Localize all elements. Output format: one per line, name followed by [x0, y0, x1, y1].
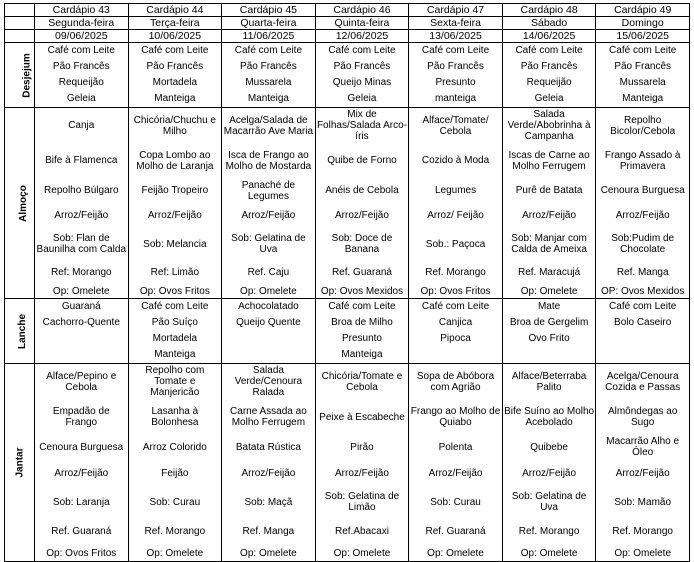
jantar-label-text: Jantar	[14, 447, 26, 478]
almoco-item: Op: Omelete	[502, 284, 596, 299]
almoco-item: Sob: Doce de Banana	[315, 228, 409, 260]
jantar-item: Op: Omelete	[222, 545, 316, 562]
almoco-item: Chicória/Chuchu e Milho	[128, 108, 222, 144]
jantar-item: Sob: Gelatina de Uva	[502, 487, 596, 517]
header-corner	[5, 4, 35, 17]
jantar-item: Sob: Mamão	[596, 487, 690, 517]
jantar-item: Arroz Colorido	[128, 435, 222, 459]
desjejum-cell: Café com Leite Pão Francês Requeijão Geleia	[35, 43, 129, 108]
lanche-cell: Achocolatado Queijo Quente	[222, 299, 316, 364]
jantar-item: Arroz/Feijão	[222, 459, 316, 487]
jantar-item: Polenta	[409, 435, 503, 459]
day-row-cell: Quarta-feira	[222, 17, 316, 30]
almoco-item: Feijão Tropeiro	[128, 178, 222, 203]
almoco-item: Op: Ovos Fritos	[409, 284, 503, 299]
almoco-item: Arroz/Feijão	[35, 203, 129, 228]
date-row-cell: 14/06/2025	[502, 30, 596, 43]
jantar-item: Alface/Pepino e Cebola	[35, 364, 129, 400]
almoco-item: Alface/Tomate/ Cebola	[409, 108, 503, 144]
jantar-item: Frango ao Molho de Quiabo	[409, 399, 503, 435]
date-row-cell: 10/06/2025	[128, 30, 222, 43]
jantar-item: Arroz/Feijão	[35, 459, 129, 487]
almoco-item: Arroz/Feijão	[596, 203, 690, 228]
almoco-item: Mix de Folhas/Salada Arco-íris	[316, 109, 407, 142]
almoco-item: Arroz/Feijão	[128, 203, 222, 228]
jantar-item: Op: Omelete	[128, 545, 222, 562]
almoco-item: Arroz/Feijão	[315, 203, 409, 228]
almoco-label-text: Almoço	[17, 184, 29, 222]
jantar-item: Sob: Curau	[128, 487, 222, 517]
jantar-item: Feijão	[128, 459, 222, 487]
jantar-item: Arroz/Feijão	[409, 459, 503, 487]
jantar-row	[5, 399, 690, 435]
cardapio-row-cell: Cardápio 45	[222, 4, 316, 17]
jantar-row	[5, 487, 690, 517]
date-row-cell: 13/06/2025	[409, 30, 503, 43]
cardapio-row-cell: Cardápio 49	[596, 4, 690, 17]
lanche-cell: Mate Broa de Gergelim Ovo Frito	[502, 299, 596, 364]
lanche-cell: Café com Leite Broa de Milho Presunto Manteiga	[315, 299, 409, 364]
jantar-item: Op: Omelete	[409, 545, 503, 562]
almoco-item: Arroz/ Feijão	[409, 203, 503, 228]
jantar-item: Bife Suíno ao Molho Acebolado	[502, 399, 596, 435]
desjejum-label	[5, 43, 35, 108]
jantar-item: Acelga/Cenoura Cozida e Passas	[596, 364, 690, 400]
jantar-item: Ref. Guaraná	[35, 517, 129, 545]
almoco-item: Arroz/Feijão	[502, 203, 596, 228]
almoco-item: Ref: Morango	[35, 260, 129, 284]
desjejum-cell: Café com Leite Pão Francês Queijo Minas Geleia	[315, 43, 409, 108]
almoco-item: Sob.: Paçoca	[409, 228, 503, 260]
day-row-cell: Sábado	[502, 17, 596, 30]
jantar-item: Ref. Morango	[128, 517, 222, 545]
jantar-item: Batata Rústica	[222, 435, 316, 459]
jantar-row	[5, 364, 690, 400]
jantar-item: Repolho com Tomate e Manjericão	[128, 364, 222, 400]
almoco-row	[5, 260, 690, 284]
jantar-item: Macarrão Alho e Óleo	[596, 435, 690, 459]
almoco-item: Sob: Manjar com Calda de Ameixa	[502, 228, 596, 260]
jantar-item: Op: Omelete	[315, 545, 409, 562]
almoco-row	[5, 284, 690, 299]
almoco-item: Ref. Caju	[222, 260, 316, 284]
cardapio-row-cell: Cardápio 48	[502, 4, 596, 17]
almoco-item: Iscas de Carne ao Molho Ferrugem	[502, 143, 596, 178]
day-row-cell: Domingo	[596, 17, 690, 30]
almoco-item: Frango Assado à Primavera	[596, 143, 690, 178]
day-row-cell: Segunda-feira	[35, 17, 129, 30]
lanche-cell: Café com Leite Bolo Caseiro	[596, 299, 690, 364]
jantar-item: Op: Omelete	[596, 545, 690, 562]
jantar-item: Ref. Manga	[222, 517, 316, 545]
almoco-item: Purê de Batata	[502, 178, 596, 203]
cardapio-row-cell: Cardápio 47	[409, 4, 503, 17]
desjejum-cell: Café com Leite Pão Francês Mussarela Manteiga	[596, 43, 690, 108]
almoco-row	[5, 143, 690, 178]
almoco-row	[5, 178, 690, 203]
almoco-item: Cenoura Burguesa	[596, 178, 690, 203]
jantar-item: Alface/Beterraba Palito	[502, 364, 596, 400]
jantar-item: Op: Ovos Fritos	[35, 545, 129, 562]
jantar-item: Arroz/Feijão	[502, 459, 596, 487]
almoco-item: Op: Omelete	[222, 284, 316, 299]
almoco-item: Anéis de Cebola	[315, 178, 409, 203]
almoco-item: Op: Omelete	[35, 284, 129, 299]
jantar-item: Arroz/Feijão	[596, 459, 690, 487]
header-corner	[5, 30, 35, 43]
almoco-item: Canja	[35, 108, 129, 144]
almoco-item: Arroz/Feijão	[222, 203, 316, 228]
jantar-item: Sob: Curau	[409, 487, 503, 517]
jantar-item: Sob: Maçã	[222, 487, 316, 517]
jantar-item: Ref. Guaraná	[409, 517, 503, 545]
almoco-item: Repolho Búlgaro	[35, 178, 129, 203]
desjejum-row	[5, 43, 690, 108]
day-row-cell: Terça-feira	[128, 17, 222, 30]
almoco-item: Quibe de Forno	[315, 143, 409, 178]
almoco-item: Panaché de Legumes	[222, 178, 316, 203]
day-row	[5, 17, 690, 30]
almoco-item: Op: Ovos Fritos	[128, 284, 222, 299]
desjejum-label-text: Desjejum	[21, 52, 33, 98]
lanche-cell: Guaraná Cachorro-Quente	[35, 299, 129, 364]
almoco-item: Copa Lombo ao Molho de Laranja	[128, 143, 222, 178]
jantar-row	[5, 545, 690, 562]
jantar-label	[5, 364, 35, 562]
jantar-item: Lasanha à Bolonhesa	[128, 399, 222, 435]
almoco-item: Sob: Melancia	[128, 228, 222, 260]
menu-table	[4, 3, 690, 562]
almoco-item: Ref: Limão	[128, 260, 222, 284]
date-row-cell: 11/06/2025	[222, 30, 316, 43]
almoco-row	[5, 108, 690, 144]
almoco-item: Bife à Flamenca	[35, 143, 129, 178]
day-row-cell: Quinta-feira	[315, 17, 409, 30]
lanche-row	[5, 299, 690, 364]
almoco-item: Sob: Flan de Baunilha com Calda	[35, 228, 129, 260]
almoco-item: Op: Ovos Mexidos	[315, 284, 409, 299]
jantar-item: Sopa de Abóbora com Agrião	[409, 364, 503, 400]
lanche-label-text: Lanche	[17, 313, 29, 349]
cardapio-row-cell: Cardápio 44	[128, 4, 222, 17]
lanche-cell: Café com Leite Pão Suíço Mortadela Manteiga	[128, 299, 222, 364]
almoco-row	[5, 228, 690, 260]
almoco-item: Acelga/Salada de Macarrão Ave Maria	[222, 108, 316, 144]
jantar-item: Quibebe	[502, 435, 596, 459]
date-row	[5, 30, 690, 43]
jantar-item: Pirão	[315, 435, 409, 459]
jantar-item: Sob: Laranja	[35, 487, 129, 517]
cardapio-row-cell: Cardápio 46	[315, 4, 409, 17]
desjejum-cell: Café com Leite Pão Francês Mortadela Manteiga	[128, 43, 222, 108]
jantar-row	[5, 517, 690, 545]
jantar-item: Peixe à Escabeche	[315, 399, 409, 435]
jantar-item: Arroz/Feijão	[315, 459, 409, 487]
jantar-item: Ref. Morango	[502, 517, 596, 545]
desjejum-cell: Café com Leite Pão Francês Mussarela Manteiga	[222, 43, 316, 108]
jantar-item: Cenoura Burguesa	[35, 435, 129, 459]
jantar-item: Almôndegas ao Sugo	[596, 399, 690, 435]
cardapio-row	[5, 4, 690, 17]
lanche-label	[5, 299, 35, 364]
jantar-item: Ref.Abacaxi	[315, 517, 409, 545]
day-row-cell: Sexta-feira	[409, 17, 503, 30]
desjejum-cell: Café com Leite Pão Francês Requeijão Geleia	[502, 43, 596, 108]
almoco-item: Ref. Morango	[409, 260, 503, 284]
almoco-item: Ref. Guaraná	[315, 260, 409, 284]
jantar-item: Salada Verde/Cenoura Ralada	[222, 364, 316, 400]
jantar-row	[5, 435, 690, 459]
almoco-item: Ref. Maracujá	[502, 260, 596, 284]
header-corner	[5, 17, 35, 30]
almoco-item: Legumes	[409, 178, 503, 203]
jantar-item: Carne Assada ao Molho Ferrugem	[222, 399, 316, 435]
almoco-item: Isca de Frango ao Molho de Mostarda	[222, 143, 316, 178]
jantar-item: Empadão de Frango	[35, 399, 129, 435]
almoco-row	[5, 203, 690, 228]
almoco-item: Ref. Manga	[596, 260, 690, 284]
lanche-cell: Café com Leite Canjica Pipoca	[409, 299, 503, 364]
almoco-label	[5, 108, 35, 299]
date-row-cell: 09/06/2025	[35, 30, 129, 43]
almoco-item: Repolho Bicolor/Cebola	[596, 108, 690, 144]
almoco-item: Cozido à Moda	[409, 143, 503, 178]
jantar-item: Ref. Morango	[596, 517, 690, 545]
almoco-item: Salada Verde/Abobrinha à Campanha	[502, 108, 596, 144]
desjejum-cell: Café com Leite Pão Francês Presunto manteiga	[409, 43, 503, 108]
jantar-item: Sob: Gelatina de Limão	[315, 487, 409, 517]
almoco-item: OP: Ovos Mexidos	[596, 284, 690, 299]
date-row-cell: 12/06/2025	[315, 30, 409, 43]
almoco-item: Sob: Gelatina de Uva	[222, 228, 316, 260]
cardapio-row-cell: Cardápio 43	[35, 4, 129, 17]
jantar-item: Chicória/Tomate e Cebola	[315, 364, 409, 400]
almoco-item: Sob:Pudim de Chocolate	[596, 228, 690, 260]
jantar-row	[5, 459, 690, 487]
date-row-cell: 15/06/2025	[596, 30, 690, 43]
jantar-item: Op: Omelete	[502, 545, 596, 562]
